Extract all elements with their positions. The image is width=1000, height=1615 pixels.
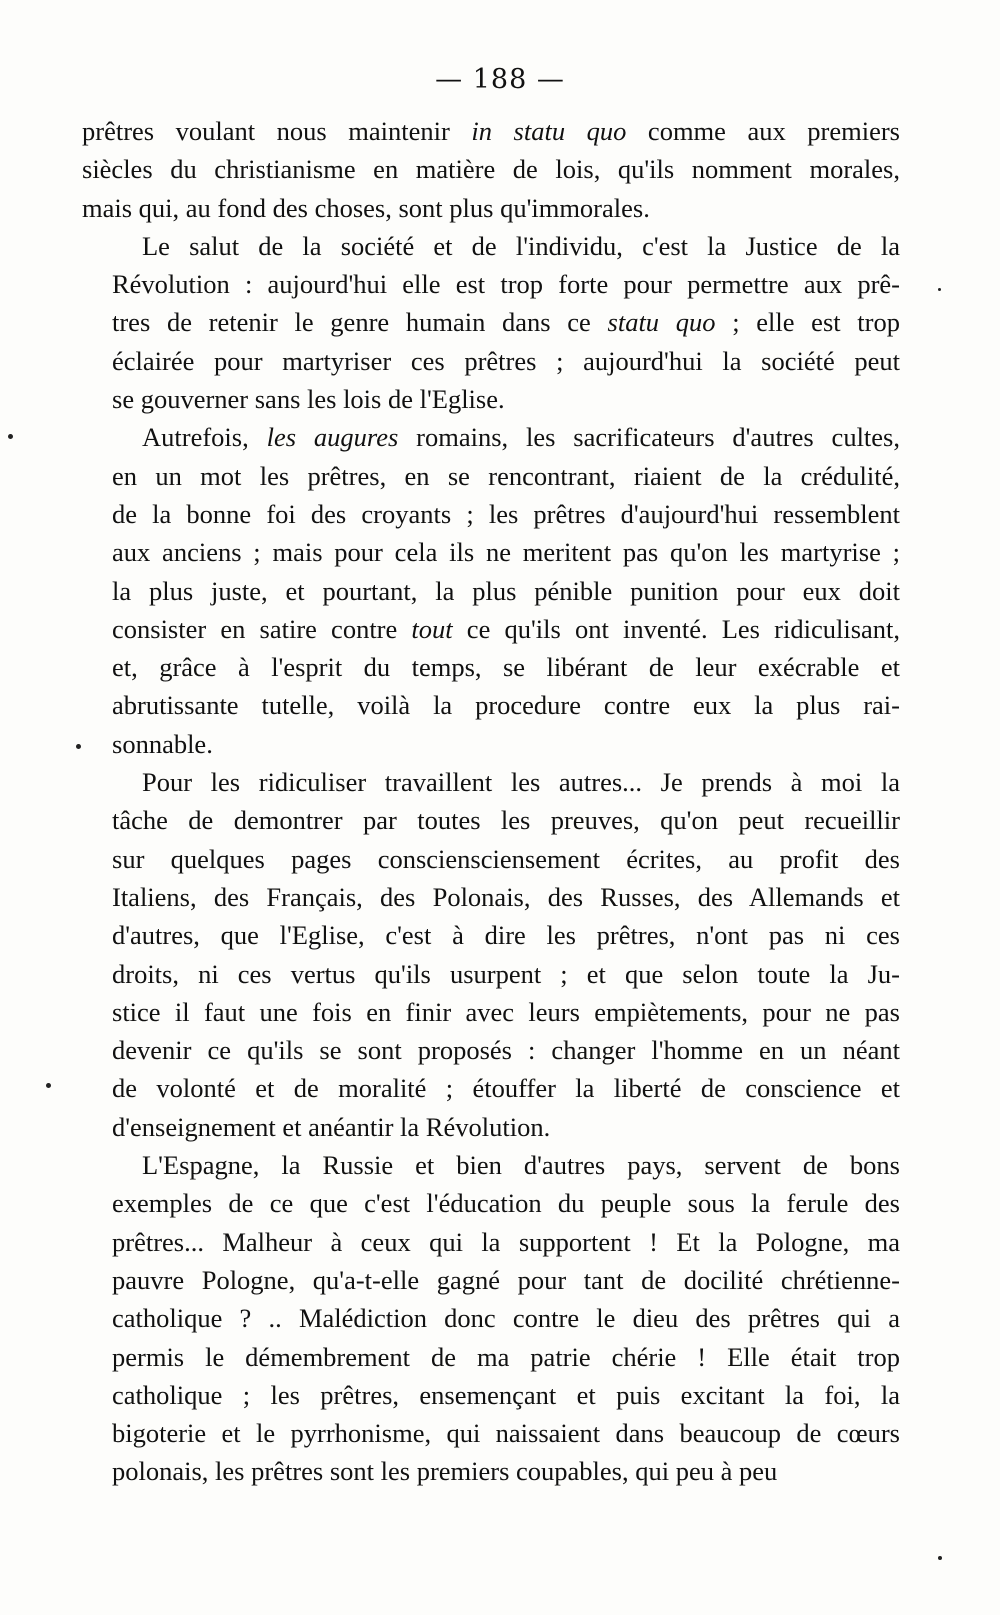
text-line <box>82 380 900 418</box>
text-run: romains, les sacrificateurs d'autres cultes, <box>398 422 900 453</box>
text-line <box>82 1223 900 1261</box>
text-run: polonais, les prêtres sont les premiers coupables, qui peu à peu <box>112 1456 778 1487</box>
text-run: la plus juste, et pourtant, la plus pénible punition pour eux doit <box>112 575 900 606</box>
text-line <box>82 189 900 227</box>
text-line <box>82 1338 900 1376</box>
text-line <box>82 572 900 610</box>
text-run: comme aux premiers <box>626 116 900 146</box>
scan-speck <box>938 288 941 291</box>
text-line <box>82 1261 900 1299</box>
text-run: droits, ni ces vertus qu'ils usurpent ; et que selon toute la Ju- <box>112 958 900 989</box>
text-line <box>82 763 900 801</box>
text-run: tres de retenir le genre humain dans ce <box>112 307 608 338</box>
text-line <box>82 1414 900 1452</box>
paragraph <box>82 418 900 763</box>
text-line <box>82 265 900 303</box>
text-line <box>82 1146 900 1184</box>
text-run: mais qui, au fond des choses, sont plus qu'immorales. <box>82 192 650 223</box>
text-line <box>82 725 900 763</box>
text-run: permis le démembrement de ma patrie chérie ! Elle était trop <box>112 1341 900 1372</box>
text-run: abrutissante tutelle, voilà la procedure contre eux la plus rai- <box>112 690 900 721</box>
text-line <box>82 878 900 916</box>
scan-speck <box>76 744 81 749</box>
text-run: d'enseignement et anéantir la Révolution. <box>112 1111 551 1142</box>
text-run: Pour les ridiculiser travaillent les autres... Je prends à moi la <box>142 767 900 798</box>
text-line <box>82 1069 900 1107</box>
body-text <box>82 112 900 1491</box>
text-run: siècles du christianisme en matière de lois, qu'ils nomment morales, <box>82 154 900 185</box>
text-run: ; elle est trop <box>715 307 900 338</box>
text-line <box>82 686 900 724</box>
text-line <box>82 342 900 380</box>
text-run: Italiens, des Français, des Polonais, des Russes, des Allemands et <box>112 881 900 912</box>
italic-run: les augures <box>266 422 399 453</box>
text-run: consister en satire contre <box>112 613 412 644</box>
text-run: bigoterie et le pyrrhonisme, qui naissaient dans beaucoup de cœurs <box>112 1418 900 1449</box>
text-run: ce qu'ils ont inventé. Les ridiculisant, <box>452 613 900 644</box>
text-line <box>82 916 900 954</box>
text-line <box>82 418 900 456</box>
paragraph <box>82 763 900 1146</box>
text-line <box>82 227 900 265</box>
text-run: catholique ; les prêtres, ensemençant et puis excitant la foi, la <box>112 1379 900 1410</box>
text-run: d'autres, que l'Eglise, c'est à dire les prêtres, n'ont pas ni ces <box>112 920 900 951</box>
text-run: catholique ? .. Malédiction donc contre le dieu des prêtres qui a <box>112 1303 900 1334</box>
paragraph <box>82 112 900 227</box>
text-run: de la bonne foi des croyants ; les prêtres d'aujourd'hui ressemblent <box>112 498 900 529</box>
text-line <box>82 112 900 150</box>
text-line <box>82 303 900 341</box>
text-line <box>82 648 900 686</box>
paragraph <box>82 227 900 418</box>
paragraph <box>82 1146 900 1491</box>
text-run: Révolution : aujourd'hui elle est trop forte pour permettre aux prê- <box>112 269 900 300</box>
text-run: prêtres voulant nous maintenir <box>82 116 472 146</box>
text-run: Le salut de la société et de l'individu, c'est la Justice de la <box>142 230 900 261</box>
text-run: Autrefois, <box>142 422 267 453</box>
text-run: devenir ce qu'ils se sont proposés : changer l'homme en un néant <box>112 1035 900 1066</box>
text-line <box>82 993 900 1031</box>
text-run: et, grâce à l'esprit du temps, se libérant de leur exécrable et <box>112 652 900 683</box>
text-line <box>82 1184 900 1222</box>
text-run: tâche de demontrer par toutes les preuves, qu'on peut recueillir <box>112 805 900 836</box>
scan-speck <box>938 1556 942 1560</box>
text-run: stice il faut une fois en finir avec leurs empiètements, pour ne pas <box>112 996 900 1027</box>
text-run: exemples de ce que c'est l'éducation du peuple sous la ferule des <box>112 1188 900 1219</box>
text-run: de volonté et de moralité ; étouffer la liberté de conscience et <box>112 1073 900 1104</box>
text-run: prêtres... Malheur à ceux qui la supportent ! Et la Pologne, ma <box>112 1226 900 1257</box>
text-line <box>82 840 900 878</box>
text-run: L'Espagne, la Russie et bien d'autres pays, servent de bons <box>142 1150 900 1181</box>
text-run: pauvre Pologne, qu'a-t-elle gagné pour tant de docilité chrétienne- <box>112 1264 900 1295</box>
text-run: sonnable. <box>112 728 213 759</box>
text-line <box>82 150 900 188</box>
italic-run: statu quo <box>607 307 716 338</box>
text-line <box>82 955 900 993</box>
text-line <box>82 610 900 648</box>
text-run: se gouverner sans les lois de l'Eglise. <box>112 384 505 415</box>
text-run: sur quelques pages consciensciensement écrites, au profit des <box>112 843 900 874</box>
text-line <box>82 1376 900 1414</box>
text-line <box>82 1452 900 1490</box>
page-number: — 188 — <box>435 64 565 95</box>
italic-run: tout <box>411 613 453 644</box>
text-line <box>82 1031 900 1069</box>
text-run: aux anciens ; mais pour cela ils ne meritent pas qu'on les martyrise ; <box>112 537 900 568</box>
scan-speck <box>8 434 13 439</box>
text-line <box>82 495 900 533</box>
text-line <box>82 457 900 495</box>
text-line <box>82 533 900 571</box>
italic-run: in statu quo <box>471 116 627 146</box>
scan-speck <box>46 1083 51 1088</box>
text-run: en un mot les prêtres, en se rencontrant, riaient de la crédulité, <box>112 460 900 491</box>
text-line <box>82 801 900 839</box>
text-line <box>82 1299 900 1337</box>
text-run: éclairée pour martyriser ces prêtres ; aujourd'hui la société peut <box>112 345 900 376</box>
text-line <box>82 1108 900 1146</box>
